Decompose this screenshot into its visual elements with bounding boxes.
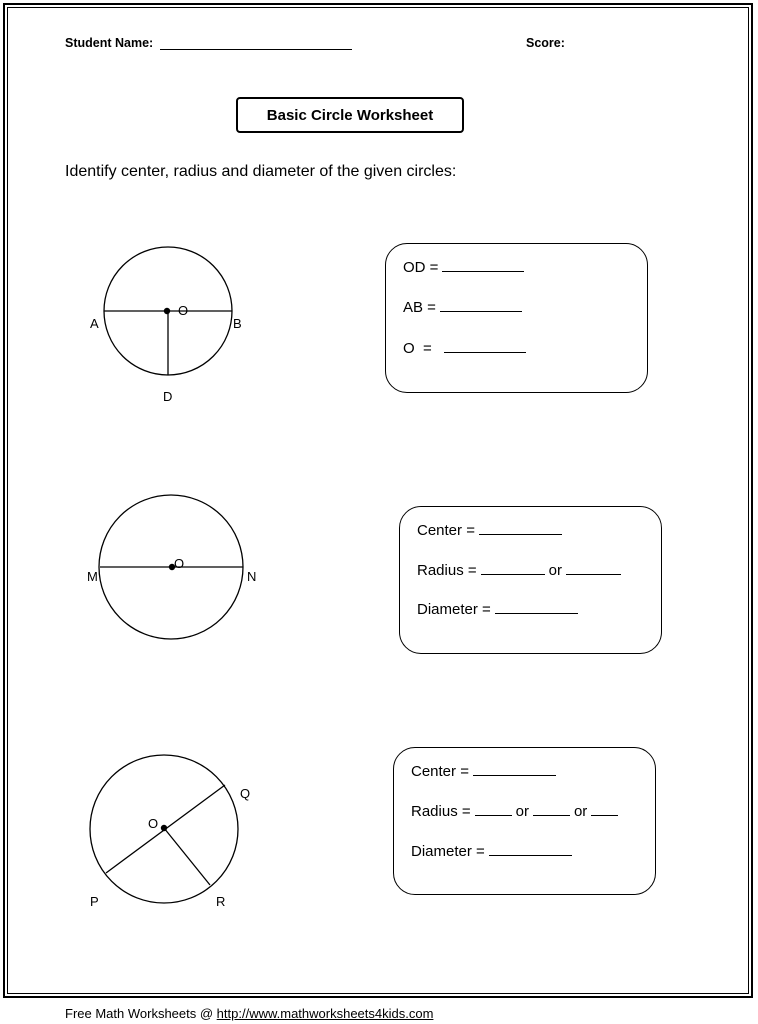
answer-blank[interactable] [591,814,618,816]
answer-label: Radius = [411,803,471,820]
answer-blank[interactable] [444,351,526,353]
answer-label: Radius = [417,562,477,579]
answer-blank[interactable] [533,814,570,816]
label-p: P [90,894,99,909]
label-m: M [87,569,98,584]
answer-blank[interactable] [479,533,562,535]
center-point-1 [164,308,170,314]
answer-blank[interactable] [495,612,578,614]
worksheet-title: Basic Circle Worksheet [236,97,464,133]
or-text: or [515,803,529,820]
answer-label: Diameter = [417,601,491,618]
answer-row [411,843,576,860]
footer-link[interactable]: http://www.mathworksheets4kids.com [216,1006,434,1021]
label-a: A [90,316,99,331]
answer-label: AB = [403,299,436,316]
answer-blank[interactable] [475,814,512,816]
answer-label: Diameter = [411,843,485,860]
or-text: or [573,803,588,820]
answer-label: Center = [411,763,469,780]
answer-label: O = [403,340,432,357]
circle-figure-2 [87,495,256,639]
label-r: R [216,894,226,909]
answer-row [403,340,530,357]
instructions: Identify center, radius and diameter of the given circles: [65,163,457,180]
label-n: N [247,569,257,584]
student-name-label: Student Name: [65,36,154,50]
answer-row [417,522,566,539]
label-q: Q [240,786,251,801]
answer-blank[interactable] [442,270,524,272]
label-o-1: O [178,303,189,318]
radius-or [164,828,210,885]
answer-blank[interactable] [440,310,522,312]
answer-blank[interactable] [489,854,572,856]
or-text: or [548,562,562,579]
answer-label: OD = [403,259,439,276]
answer-row [411,763,560,780]
label-d: D [163,389,173,404]
answer-blank[interactable] [481,573,545,575]
label-b: B [233,316,242,331]
footer [65,1006,433,1021]
answer-row [411,803,622,820]
answer-row [417,601,582,618]
label-o-3: O [148,816,159,831]
label-o-2: O [174,556,185,571]
answer-blank[interactable] [566,573,621,575]
footer-text: Free Math Worksheets @ [65,1006,217,1021]
answer-row [403,299,526,316]
circle-figure-3 [90,755,250,909]
circle-figure-1 [90,247,242,404]
score-label: Score: [526,36,565,50]
answer-label: Center = [417,522,475,539]
center-point-3 [161,825,167,831]
answer-blank[interactable] [473,774,556,776]
answer-row [417,562,625,579]
answer-row [403,259,528,276]
